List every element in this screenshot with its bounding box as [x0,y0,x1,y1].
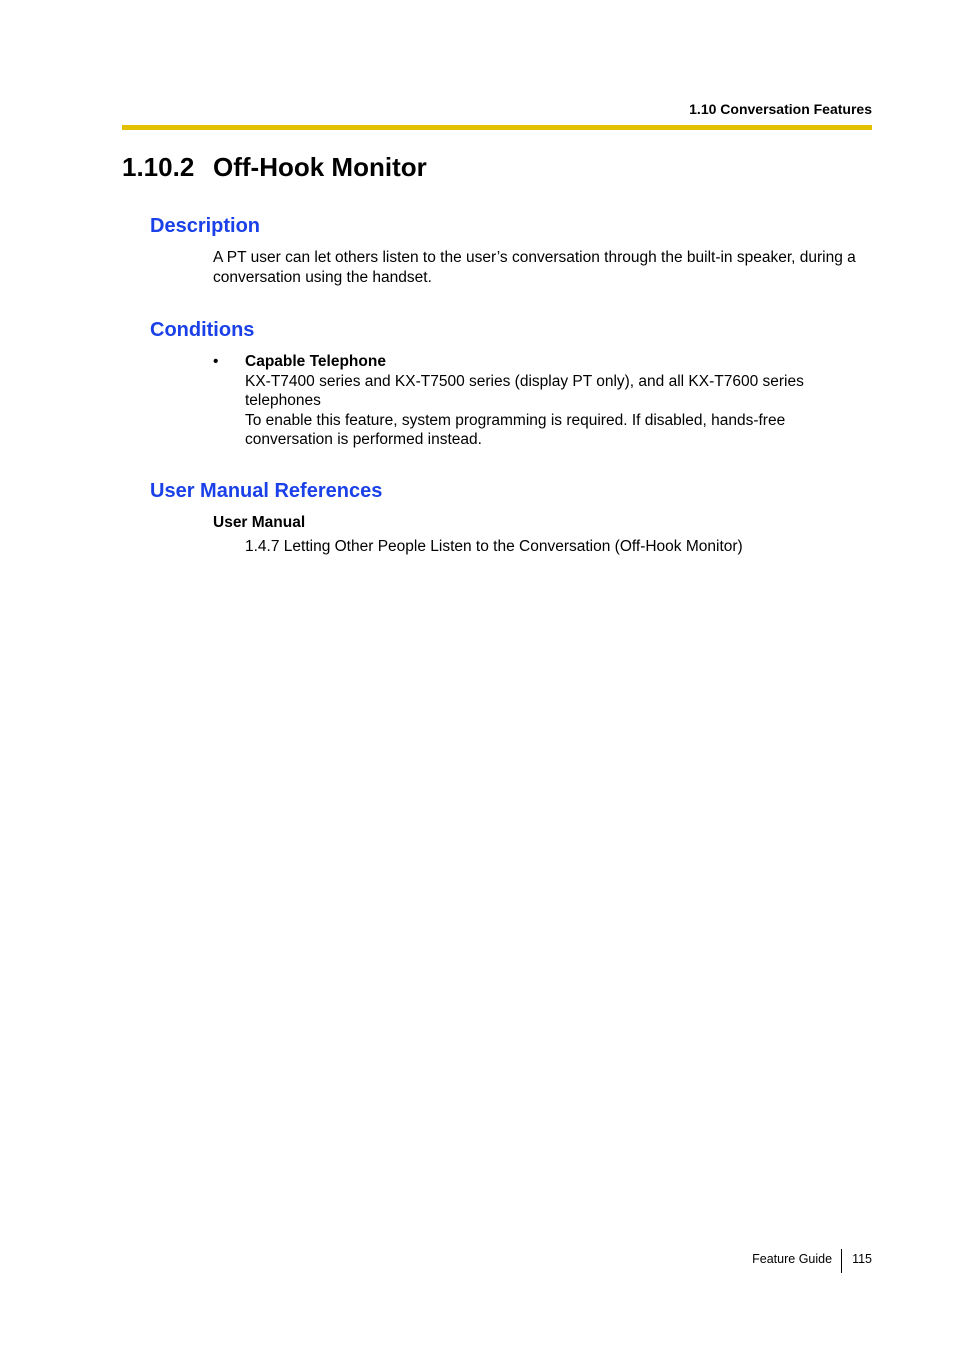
condition-content [245,352,845,450]
references-heading: User Manual References [150,480,383,502]
reference-label: User Manual [213,514,306,531]
bullet-icon: • [213,353,219,370]
reference-item: 1.4.7 Letting Other People Listen to the Conversation (Off-Hook Monitor) [245,538,743,555]
description-text: A PT user can let others listen to the user’s conversation through the built-in speaker, during a conversation using the handset. [213,249,856,286]
condition-label: Capable Telephone [245,353,386,370]
conditions-heading: Conditions [150,319,255,341]
section-title-text: Off-Hook Monitor [213,152,427,182]
running-head: 1.10 Conversation Features [689,101,872,117]
section-number: 1.10.2 [122,152,195,182]
condition-paragraph: To enable this feature, system programming is required. If disabled, hands-free conversation is performed instead. [245,411,786,448]
description-heading: Description [150,215,261,237]
header-rule [122,125,872,130]
page-footer [752,1249,872,1273]
page-number: 115 [852,1252,872,1266]
section-title [122,150,427,184]
footer-guide-title: Feature Guide [752,1252,833,1266]
condition-paragraph: KX-T7400 series and KX-T7500 series (display PT only), and all KX-T7600 series telephones [245,372,804,409]
